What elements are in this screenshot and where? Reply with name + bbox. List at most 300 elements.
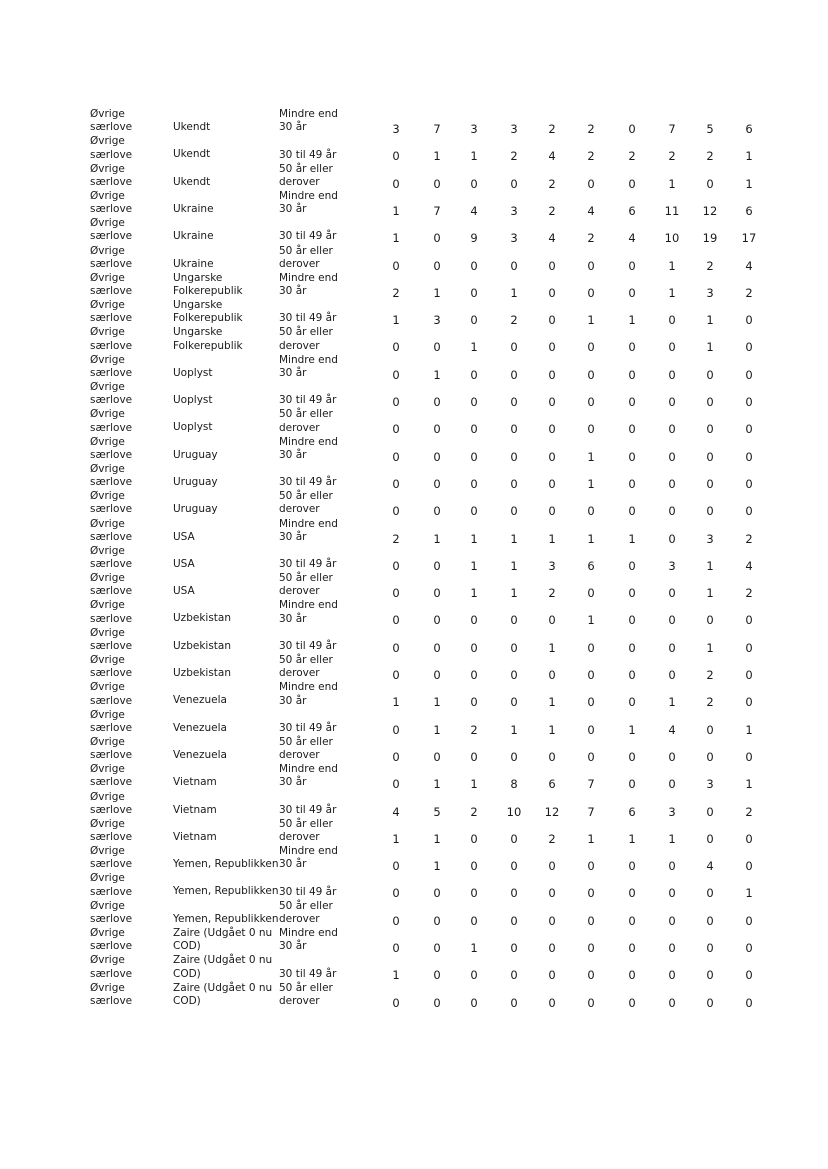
value-cell: 0 [510, 340, 518, 355]
value-cell: 0 [548, 395, 556, 409]
value-cell: 0 [548, 995, 556, 1010]
offence-category [90, 900, 165, 926]
offence-category [90, 572, 165, 598]
value-cell: 1 [706, 340, 714, 355]
value-cell: 2 [706, 695, 714, 710]
table-row [0, 545, 828, 572]
value-cell: 0 [668, 968, 676, 983]
age-group-line: derover [279, 912, 320, 925]
value-cell: 0 [392, 722, 400, 737]
value-cell: 0 [587, 668, 595, 682]
age-group [279, 135, 369, 161]
value-cell: 1 [510, 531, 518, 546]
age-group-line: 30 år [279, 694, 307, 707]
value-cell: 0 [433, 586, 441, 601]
nationality [173, 612, 281, 625]
value-cell: 0 [433, 640, 441, 655]
value-cell: 1 [548, 531, 556, 546]
age-group [279, 190, 369, 216]
offence-category-line: Øvrige [90, 435, 125, 448]
value-cell: 7 [433, 122, 441, 136]
value-cell: 3 [668, 558, 676, 573]
age-group-line: derover [279, 585, 320, 598]
offence-category [90, 518, 165, 544]
value-cell: 1 [510, 586, 518, 601]
age-group-line: 50 år eller [279, 490, 333, 503]
value-cell: 1 [628, 531, 636, 546]
value-cell: 0 [745, 313, 753, 328]
value-cell: 1 [433, 367, 441, 382]
value-cell: 0 [433, 449, 441, 464]
value-cell: 0 [587, 285, 595, 300]
value-cell: 1 [510, 285, 518, 300]
table-row [0, 163, 828, 190]
value-cell: 2 [745, 285, 753, 300]
value-cell: 0 [628, 367, 636, 382]
age-group-line: Mindre end [279, 353, 338, 366]
value-cell: 6 [628, 804, 636, 819]
value-cell: 0 [510, 367, 518, 382]
table-row [0, 326, 828, 353]
value-cell: 0 [587, 913, 595, 928]
value-cell: 0 [433, 886, 441, 901]
nationality-line: Ukraine [173, 257, 214, 270]
value-cell: 0 [392, 613, 400, 628]
age-group-line: 30 år [279, 285, 307, 297]
age-group-line: 30 år [279, 366, 307, 379]
value-cell: 0 [628, 913, 636, 928]
value-cell: 1 [392, 203, 400, 218]
nationality-line: Uzbekistan [173, 667, 231, 679]
value-cell: 0 [706, 968, 714, 983]
value-cell: 0 [548, 886, 556, 901]
value-cell: 0 [745, 913, 753, 928]
value-cell: 0 [587, 695, 595, 710]
value-cell: 0 [433, 231, 441, 246]
table-row [0, 791, 828, 818]
nationality-line: USA [173, 585, 195, 598]
value-cell: 0 [392, 558, 400, 573]
offence-category-line: Øvrige [90, 217, 125, 230]
value-cell: 0 [706, 176, 714, 191]
value-cell: 2 [745, 531, 753, 546]
offence-category [90, 490, 165, 516]
age-group-line: 30 til 49 år [279, 394, 337, 407]
value-cell: 0 [745, 340, 753, 355]
value-cell: 1 [587, 613, 595, 628]
nationality-line: Ukraine [173, 230, 214, 243]
value-cell: 0 [745, 476, 753, 491]
offence-category-line: særlove [90, 967, 133, 980]
offence-category-line: Øvrige [90, 490, 125, 503]
age-group-line: 30 år [279, 776, 307, 789]
offence-category-line: Øvrige [90, 845, 125, 858]
offence-category-line: Øvrige [90, 299, 125, 312]
offence-category-line: særlove [90, 912, 133, 925]
value-cell: 3 [510, 203, 518, 218]
age-group [279, 872, 369, 898]
value-cell: 1 [510, 558, 518, 573]
age-group-line: 30 år [279, 203, 307, 216]
value-cell: 1 [587, 313, 595, 328]
nationality [173, 503, 281, 516]
age-group-line: 30 år [279, 940, 307, 953]
age-group-line: 50 år eller [279, 244, 333, 257]
age-group-line: 30 år [279, 858, 307, 871]
value-cell: 1 [668, 695, 676, 710]
offence-category-line: Øvrige [90, 135, 125, 148]
age-group [279, 490, 369, 516]
value-cell: 0 [668, 340, 676, 355]
age-group-line: 30 til 49 år [279, 148, 337, 161]
value-cell: 0 [628, 504, 636, 519]
value-cell: 1 [433, 531, 441, 546]
age-group [279, 736, 369, 762]
value-cell: 0 [587, 749, 595, 764]
value-cell: 0 [668, 886, 676, 901]
value-cell: 0 [510, 504, 518, 519]
age-group [279, 900, 369, 926]
value-cell: 0 [745, 367, 753, 382]
value-cell: 0 [587, 504, 595, 519]
age-group [279, 408, 369, 434]
table-row [0, 245, 828, 272]
value-cell: 0 [470, 176, 478, 191]
age-group [279, 354, 369, 380]
value-cell: 0 [433, 613, 441, 628]
value-cell: 0 [668, 504, 676, 519]
value-cell: 0 [470, 395, 478, 409]
value-cell: 0 [668, 449, 676, 464]
value-cell: 5 [706, 122, 714, 136]
age-group [279, 654, 369, 680]
age-group [279, 108, 369, 134]
value-cell: 0 [628, 395, 636, 409]
value-cell: 0 [392, 176, 400, 191]
value-cell: 6 [745, 203, 753, 218]
age-group-line [279, 463, 369, 476]
value-cell: 2 [510, 149, 518, 164]
table-row [0, 954, 828, 981]
value-cell: 1 [433, 695, 441, 710]
nationality [173, 982, 281, 1008]
nationality-line: Venezuela [173, 748, 227, 761]
nationality [173, 585, 281, 598]
value-cell: 0 [392, 367, 400, 382]
value-cell: 1 [668, 258, 676, 273]
nationality-line: Vietnam [173, 830, 217, 843]
value-cell: 0 [745, 449, 753, 464]
value-cell: 0 [433, 176, 441, 191]
value-cell: 1 [745, 176, 753, 191]
offence-category [90, 681, 165, 707]
value-cell: 0 [470, 258, 478, 273]
value-cell: 0 [548, 749, 556, 764]
value-cell: 3 [470, 122, 478, 136]
offence-category-line: særlove [90, 667, 133, 680]
value-cell: 1 [433, 831, 441, 846]
nationality-line: Vietnam [173, 803, 217, 816]
table-row [0, 900, 828, 927]
value-cell: 0 [587, 395, 595, 409]
value-cell: 1 [470, 149, 478, 164]
value-cell: 4 [745, 558, 753, 573]
age-group [279, 763, 369, 789]
table-row [0, 654, 828, 681]
age-group-line: derover [279, 831, 320, 843]
nationality [173, 148, 281, 161]
value-cell: 0 [548, 285, 556, 300]
nationality [173, 258, 281, 271]
table-row [0, 518, 828, 545]
nationality [173, 272, 281, 298]
value-cell: 0 [628, 995, 636, 1010]
value-cell: 8 [510, 777, 518, 792]
table-row [0, 408, 828, 435]
table-row [0, 627, 828, 654]
offence-category [90, 845, 165, 871]
nationality-line: Venezuela [173, 694, 227, 707]
offence-category-line: Øvrige [90, 381, 125, 393]
value-cell: 2 [587, 231, 595, 246]
age-group [279, 599, 369, 625]
value-cell: 0 [628, 777, 636, 792]
table-row [0, 763, 828, 790]
nationality [173, 558, 281, 571]
value-cell: 0 [706, 504, 714, 519]
value-cell: 2 [510, 313, 518, 328]
value-cell: 0 [668, 749, 676, 764]
value-cell: 0 [510, 859, 518, 874]
value-cell: 0 [548, 859, 556, 874]
offence-category-line: særlove [90, 721, 133, 734]
value-cell: 0 [587, 340, 595, 355]
age-group-line: 30 til 49 år [279, 558, 337, 570]
nationality-line: Ungarske [173, 271, 223, 284]
offence-category-line: særlove [90, 421, 133, 434]
age-group [279, 436, 369, 462]
value-cell: 4 [706, 859, 714, 874]
value-cell: 1 [392, 231, 400, 246]
value-cell: 0 [548, 968, 556, 983]
table-row [0, 108, 828, 135]
value-cell: 0 [470, 859, 478, 874]
value-cell: 2 [706, 258, 714, 273]
value-cell: 0 [470, 504, 478, 519]
age-group-line [279, 381, 369, 394]
value-cell: 2 [587, 149, 595, 164]
nationality-line: Vietnam [173, 776, 217, 789]
value-cell: 0 [745, 831, 753, 846]
value-cell: 1 [587, 531, 595, 546]
offence-category-line: Øvrige [90, 708, 125, 721]
value-cell: 2 [548, 176, 556, 191]
nationality-line: USA [173, 557, 195, 570]
value-cell: 0 [510, 968, 518, 983]
nationality [173, 230, 281, 243]
value-cell: 0 [470, 668, 478, 682]
value-cell: 0 [470, 476, 478, 491]
value-cell: 0 [668, 941, 676, 955]
value-cell: 0 [510, 613, 518, 628]
table-row [0, 681, 828, 708]
value-cell: 0 [470, 968, 478, 983]
nationality-line: Uoplyst [173, 394, 213, 406]
value-cell: 2 [668, 149, 676, 164]
value-cell: 0 [548, 340, 556, 355]
value-cell: 0 [587, 422, 595, 437]
nationality [173, 299, 281, 325]
age-group [279, 272, 369, 298]
value-cell: 0 [628, 449, 636, 464]
value-cell: 1 [745, 886, 753, 901]
age-group-line: derover [279, 339, 320, 352]
offence-category-line: særlove [90, 257, 133, 270]
value-cell: 0 [628, 749, 636, 764]
offence-category [90, 381, 165, 407]
nationality [173, 749, 281, 762]
age-group-line: 50 år eller [279, 981, 333, 994]
age-group [279, 791, 369, 817]
nationality-line: COD) [173, 967, 201, 980]
value-cell: 7 [668, 122, 676, 136]
age-group [279, 572, 369, 598]
value-cell: 0 [392, 149, 400, 164]
value-cell: 0 [548, 476, 556, 491]
value-cell: 1 [668, 831, 676, 846]
offence-category-line: særlove [90, 285, 133, 297]
value-cell: 0 [392, 476, 400, 491]
offence-category [90, 326, 165, 352]
offence-category-line: Øvrige [90, 954, 125, 967]
offence-category-line: særlove [90, 339, 133, 352]
value-cell: 1 [470, 340, 478, 355]
value-cell: 0 [628, 285, 636, 300]
value-cell: 2 [745, 804, 753, 819]
offence-category-line: Øvrige [90, 353, 125, 366]
offence-category [90, 736, 165, 762]
value-cell: 0 [433, 558, 441, 573]
age-group-line: 30 til 49 år [279, 967, 337, 980]
value-cell: 0 [628, 941, 636, 955]
value-cell: 0 [706, 804, 714, 819]
table-row [0, 354, 828, 381]
value-cell: 0 [392, 668, 400, 682]
value-cell: 0 [510, 695, 518, 710]
value-cell: 0 [470, 640, 478, 655]
value-cell: 10 [664, 231, 680, 246]
age-group-line: 30 til 49 år [279, 476, 337, 489]
offence-category [90, 954, 165, 980]
table-row [0, 709, 828, 736]
value-cell: 4 [392, 804, 400, 819]
value-cell: 0 [668, 586, 676, 601]
offence-category-line: særlove [90, 940, 133, 953]
value-cell: 1 [470, 558, 478, 573]
nationality-line: COD) [173, 994, 201, 1007]
value-cell: 6 [745, 122, 753, 136]
offence-category-line: Øvrige [90, 790, 125, 803]
offence-category-line: Øvrige [90, 408, 125, 421]
value-cell: 0 [470, 886, 478, 901]
offence-category-line: særlove [90, 530, 133, 543]
value-cell: 9 [470, 231, 478, 246]
nationality-line: Uruguay [173, 503, 218, 516]
nationality [173, 421, 281, 434]
value-cell: 7 [587, 804, 595, 819]
nationality-line: Folkerepublik [173, 339, 243, 352]
value-cell: 0 [668, 476, 676, 491]
nationality [173, 858, 281, 871]
value-cell: 0 [470, 749, 478, 764]
value-cell: 0 [745, 504, 753, 519]
value-cell: 2 [706, 668, 714, 682]
value-cell: 0 [548, 668, 556, 682]
value-cell: 3 [668, 804, 676, 819]
value-cell: 0 [587, 258, 595, 273]
age-group-line: derover [279, 667, 320, 680]
offence-category-line: Øvrige [90, 981, 125, 994]
value-cell: 0 [628, 640, 636, 655]
value-cell: 0 [510, 449, 518, 464]
offence-category-line: særlove [90, 148, 133, 161]
value-cell: 2 [548, 831, 556, 846]
value-cell: 0 [628, 859, 636, 874]
offence-category-line: særlove [90, 366, 133, 379]
nationality [173, 885, 281, 898]
value-cell: 0 [433, 476, 441, 491]
offence-category-line: særlove [90, 803, 133, 816]
offence-category [90, 818, 165, 844]
value-cell: 0 [628, 258, 636, 273]
table-row [0, 572, 828, 599]
nationality-line: Zaire (Udgået 0 nu [173, 981, 273, 994]
value-cell: 0 [706, 995, 714, 1010]
age-group-line: 30 til 49 år [279, 885, 337, 898]
value-cell: 0 [706, 367, 714, 382]
offence-category-line: Øvrige [90, 189, 125, 202]
value-cell: 0 [706, 831, 714, 846]
value-cell: 0 [470, 313, 478, 328]
offence-category [90, 709, 165, 735]
value-cell: 0 [548, 422, 556, 437]
value-cell: 0 [470, 695, 478, 710]
value-cell: 0 [510, 422, 518, 437]
age-group-line: Mindre end [279, 517, 338, 530]
value-cell: 2 [548, 122, 556, 136]
table-row [0, 381, 828, 408]
value-cell: 1 [433, 777, 441, 792]
value-cell: 0 [510, 749, 518, 764]
value-cell: 0 [433, 995, 441, 1010]
nationality [173, 927, 281, 953]
age-group-line: 50 år eller [279, 572, 333, 585]
value-cell: 3 [510, 122, 518, 136]
nationality-line: Yemen, Republikken [173, 858, 279, 871]
value-cell: 4 [668, 722, 676, 737]
value-cell: 0 [548, 449, 556, 464]
value-cell: 2 [628, 149, 636, 164]
value-cell: 0 [706, 722, 714, 737]
value-cell: 6 [587, 558, 595, 573]
offence-category-line: Øvrige [90, 271, 125, 284]
offence-category [90, 463, 165, 489]
value-cell: 0 [392, 586, 400, 601]
value-cell: 0 [668, 995, 676, 1010]
offence-category-line: særlove [90, 639, 133, 652]
value-cell: 0 [470, 913, 478, 928]
value-cell: 1 [706, 558, 714, 573]
